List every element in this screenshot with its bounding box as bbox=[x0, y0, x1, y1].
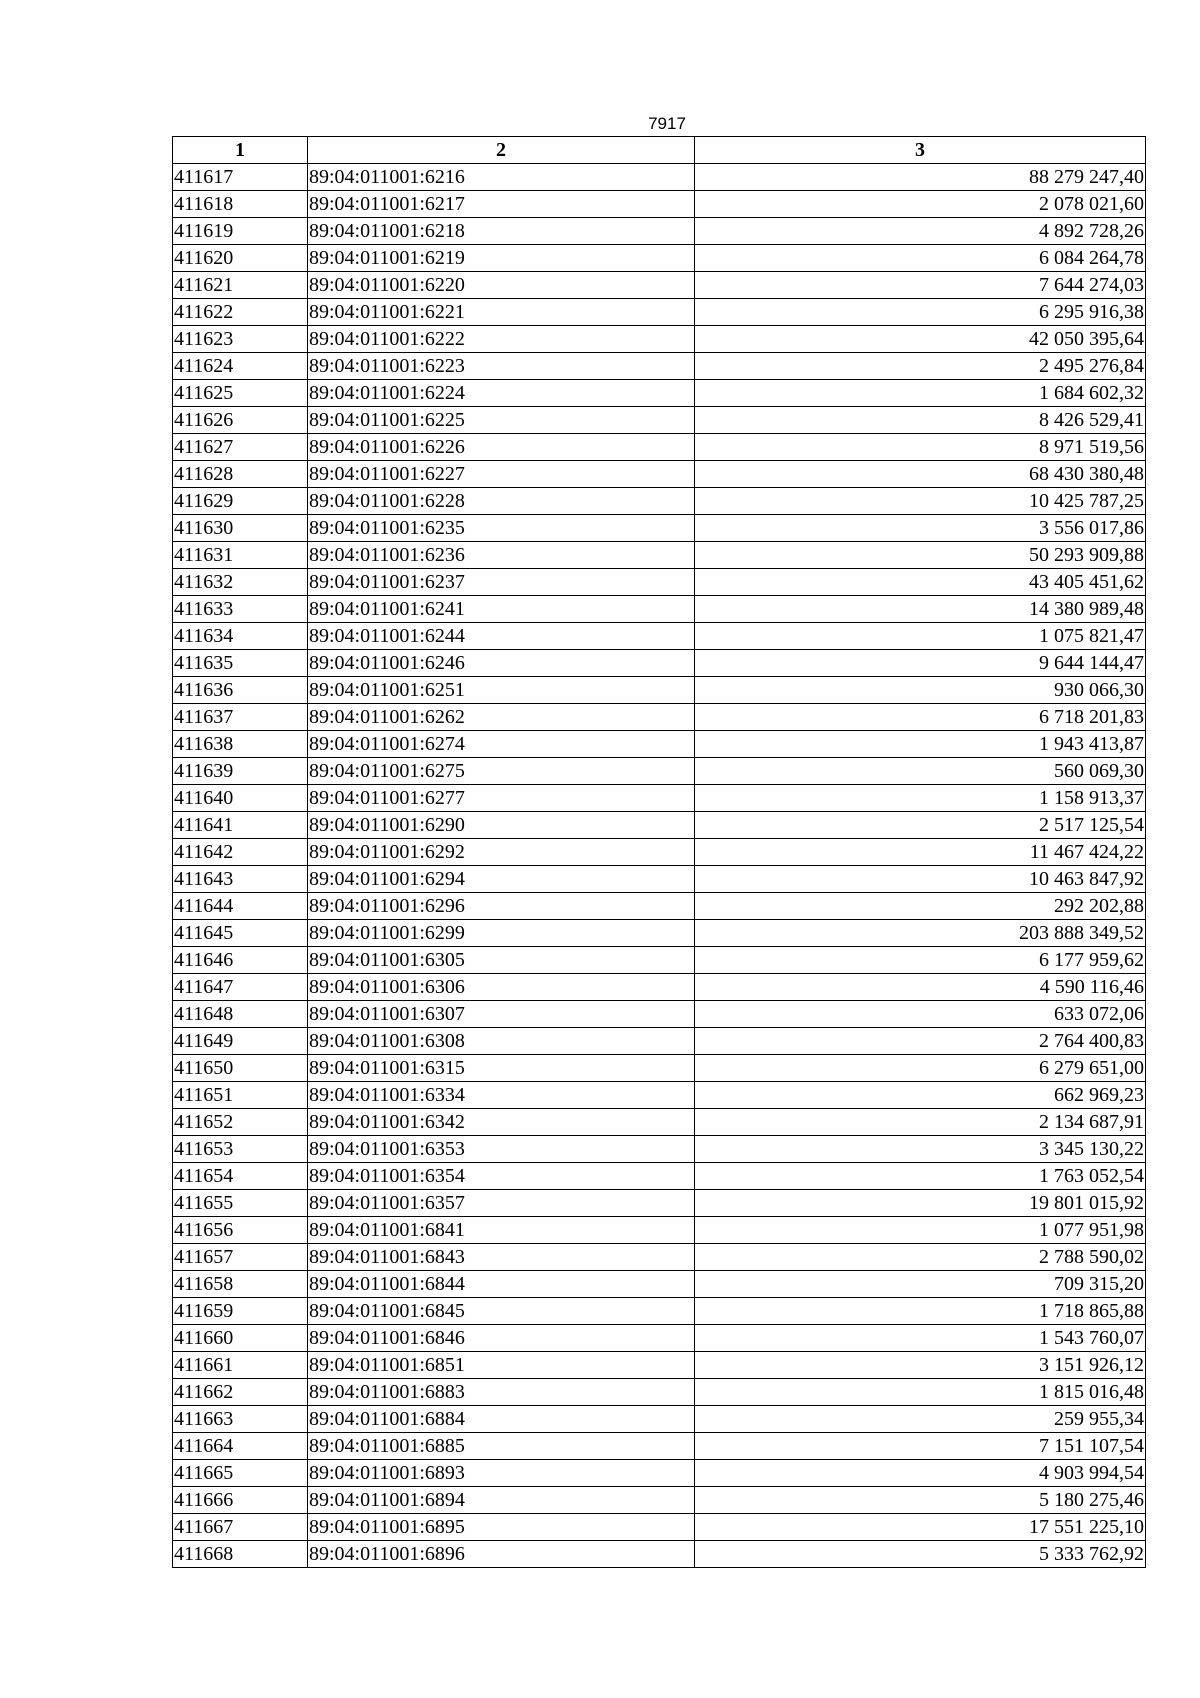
table-row bbox=[173, 1244, 1146, 1271]
cadastral-number-cell: 89:04:011001:6342 bbox=[308, 1109, 695, 1136]
cadastral-number-cell: 89:04:011001:6220 bbox=[308, 272, 695, 299]
row-number-cell: 411634 bbox=[173, 623, 308, 650]
cadastral-number-cell: 89:04:011001:6235 bbox=[308, 515, 695, 542]
value-cell: 3 345 130,22 bbox=[695, 1136, 1146, 1163]
row-number-cell: 411620 bbox=[173, 245, 308, 272]
table-row bbox=[173, 1271, 1146, 1298]
cadastral-number-cell: 89:04:011001:6222 bbox=[308, 326, 695, 353]
value-cell: 2 134 687,91 bbox=[695, 1109, 1146, 1136]
value-cell: 17 551 225,10 bbox=[695, 1514, 1146, 1541]
value-cell: 930 066,30 bbox=[695, 677, 1146, 704]
row-number-cell: 411633 bbox=[173, 596, 308, 623]
table-row bbox=[173, 1055, 1146, 1082]
value-cell: 1 077 951,98 bbox=[695, 1217, 1146, 1244]
cadastral-number-cell: 89:04:011001:6846 bbox=[308, 1325, 695, 1352]
row-number-cell: 411656 bbox=[173, 1217, 308, 1244]
value-cell: 259 955,34 bbox=[695, 1406, 1146, 1433]
value-cell: 14 380 989,48 bbox=[695, 596, 1146, 623]
cadastral-number-cell: 89:04:011001:6292 bbox=[308, 839, 695, 866]
table-row bbox=[173, 1433, 1146, 1460]
row-number-cell: 411627 bbox=[173, 434, 308, 461]
table-row bbox=[173, 677, 1146, 704]
column-header-1: 1 bbox=[173, 137, 308, 164]
row-number-cell: 411650 bbox=[173, 1055, 308, 1082]
table-row bbox=[173, 920, 1146, 947]
cadastral-number-cell: 89:04:011001:6307 bbox=[308, 1001, 695, 1028]
value-cell: 709 315,20 bbox=[695, 1271, 1146, 1298]
row-number-cell: 411654 bbox=[173, 1163, 308, 1190]
cadastral-number-cell: 89:04:011001:6334 bbox=[308, 1082, 695, 1109]
table-row bbox=[173, 1487, 1146, 1514]
value-cell: 10 463 847,92 bbox=[695, 866, 1146, 893]
cadastral-number-cell: 89:04:011001:6851 bbox=[308, 1352, 695, 1379]
row-number-cell: 411637 bbox=[173, 704, 308, 731]
row-number-cell: 411645 bbox=[173, 920, 308, 947]
cadastral-number-cell: 89:04:011001:6223 bbox=[308, 353, 695, 380]
row-number-cell: 411624 bbox=[173, 353, 308, 380]
cadastral-number-cell: 89:04:011001:6216 bbox=[308, 164, 695, 191]
table-row bbox=[173, 272, 1146, 299]
cadastral-number-cell: 89:04:011001:6227 bbox=[308, 461, 695, 488]
cadastral-number-cell: 89:04:011001:6354 bbox=[308, 1163, 695, 1190]
table-row bbox=[173, 650, 1146, 677]
row-number-cell: 411644 bbox=[173, 893, 308, 920]
row-number-cell: 411617 bbox=[173, 164, 308, 191]
value-cell: 6 084 264,78 bbox=[695, 245, 1146, 272]
registry-table bbox=[172, 136, 1146, 1568]
value-cell: 5 180 275,46 bbox=[695, 1487, 1146, 1514]
row-number-cell: 411655 bbox=[173, 1190, 308, 1217]
value-cell: 1 718 865,88 bbox=[695, 1298, 1146, 1325]
row-number-cell: 411629 bbox=[173, 488, 308, 515]
row-number-cell: 411661 bbox=[173, 1352, 308, 1379]
cadastral-number-cell: 89:04:011001:6275 bbox=[308, 758, 695, 785]
value-cell: 1 684 602,32 bbox=[695, 380, 1146, 407]
table-row bbox=[173, 1379, 1146, 1406]
cadastral-number-cell: 89:04:011001:6246 bbox=[308, 650, 695, 677]
cadastral-number-cell: 89:04:011001:6226 bbox=[308, 434, 695, 461]
table-row bbox=[173, 1298, 1146, 1325]
value-cell: 560 069,30 bbox=[695, 758, 1146, 785]
cadastral-number-cell: 89:04:011001:6251 bbox=[308, 677, 695, 704]
table-row bbox=[173, 758, 1146, 785]
value-cell: 2 495 276,84 bbox=[695, 353, 1146, 380]
table-row bbox=[173, 1028, 1146, 1055]
table-row bbox=[173, 839, 1146, 866]
cadastral-number-cell: 89:04:011001:6237 bbox=[308, 569, 695, 596]
page-number: 7917 bbox=[648, 114, 686, 133]
row-number-cell: 411653 bbox=[173, 1136, 308, 1163]
table-row bbox=[173, 542, 1146, 569]
value-cell: 3 556 017,86 bbox=[695, 515, 1146, 542]
cadastral-number-cell: 89:04:011001:6844 bbox=[308, 1271, 695, 1298]
table-row bbox=[173, 1352, 1146, 1379]
cadastral-number-cell: 89:04:011001:6294 bbox=[308, 866, 695, 893]
table-row bbox=[173, 299, 1146, 326]
value-cell: 5 333 762,92 bbox=[695, 1541, 1146, 1568]
table-row bbox=[173, 1136, 1146, 1163]
value-cell: 2 078 021,60 bbox=[695, 191, 1146, 218]
table-row bbox=[173, 1541, 1146, 1568]
table-row bbox=[173, 1190, 1146, 1217]
cadastral-number-cell: 89:04:011001:6306 bbox=[308, 974, 695, 1001]
value-cell: 1 543 760,07 bbox=[695, 1325, 1146, 1352]
row-number-cell: 411668 bbox=[173, 1541, 308, 1568]
cadastral-number-cell: 89:04:011001:6218 bbox=[308, 218, 695, 245]
value-cell: 4 903 994,54 bbox=[695, 1460, 1146, 1487]
cadastral-number-cell: 89:04:011001:6308 bbox=[308, 1028, 695, 1055]
table-row bbox=[173, 353, 1146, 380]
value-cell: 1 763 052,54 bbox=[695, 1163, 1146, 1190]
row-number-cell: 411619 bbox=[173, 218, 308, 245]
table-row bbox=[173, 1001, 1146, 1028]
table-header-row bbox=[173, 137, 1146, 164]
table-row bbox=[173, 812, 1146, 839]
value-cell: 43 405 451,62 bbox=[695, 569, 1146, 596]
value-cell: 4 892 728,26 bbox=[695, 218, 1146, 245]
table-row bbox=[173, 1514, 1146, 1541]
cadastral-number-cell: 89:04:011001:6217 bbox=[308, 191, 695, 218]
row-number-cell: 411630 bbox=[173, 515, 308, 542]
row-number-cell: 411651 bbox=[173, 1082, 308, 1109]
value-cell: 662 969,23 bbox=[695, 1082, 1146, 1109]
value-cell: 19 801 015,92 bbox=[695, 1190, 1146, 1217]
row-number-cell: 411628 bbox=[173, 461, 308, 488]
cadastral-number-cell: 89:04:011001:6883 bbox=[308, 1379, 695, 1406]
table-row bbox=[173, 1460, 1146, 1487]
cadastral-number-cell: 89:04:011001:6843 bbox=[308, 1244, 695, 1271]
value-cell: 1 075 821,47 bbox=[695, 623, 1146, 650]
row-number-cell: 411636 bbox=[173, 677, 308, 704]
cadastral-number-cell: 89:04:011001:6224 bbox=[308, 380, 695, 407]
cadastral-number-cell: 89:04:011001:6244 bbox=[308, 623, 695, 650]
value-cell: 42 050 395,64 bbox=[695, 326, 1146, 353]
row-number-cell: 411647 bbox=[173, 974, 308, 1001]
row-number-cell: 411665 bbox=[173, 1460, 308, 1487]
cadastral-number-cell: 89:04:011001:6894 bbox=[308, 1487, 695, 1514]
table-row bbox=[173, 704, 1146, 731]
cadastral-number-cell: 89:04:011001:6262 bbox=[308, 704, 695, 731]
value-cell: 8 971 519,56 bbox=[695, 434, 1146, 461]
table-row bbox=[173, 866, 1146, 893]
value-cell: 633 072,06 bbox=[695, 1001, 1146, 1028]
table-row bbox=[173, 1217, 1146, 1244]
cadastral-number-cell: 89:04:011001:6296 bbox=[308, 893, 695, 920]
cadastral-number-cell: 89:04:011001:6893 bbox=[308, 1460, 695, 1487]
value-cell: 6 177 959,62 bbox=[695, 947, 1146, 974]
cadastral-number-cell: 89:04:011001:6357 bbox=[308, 1190, 695, 1217]
value-cell: 6 718 201,83 bbox=[695, 704, 1146, 731]
table-body bbox=[173, 164, 1146, 1568]
value-cell: 2 517 125,54 bbox=[695, 812, 1146, 839]
cadastral-number-cell: 89:04:011001:6896 bbox=[308, 1541, 695, 1568]
table-row bbox=[173, 1163, 1146, 1190]
cadastral-number-cell: 89:04:011001:6221 bbox=[308, 299, 695, 326]
row-number-cell: 411643 bbox=[173, 866, 308, 893]
value-cell: 7 644 274,03 bbox=[695, 272, 1146, 299]
cadastral-number-cell: 89:04:011001:6353 bbox=[308, 1136, 695, 1163]
row-number-cell: 411642 bbox=[173, 839, 308, 866]
value-cell: 88 279 247,40 bbox=[695, 164, 1146, 191]
row-number-cell: 411632 bbox=[173, 569, 308, 596]
value-cell: 2 788 590,02 bbox=[695, 1244, 1146, 1271]
table-row bbox=[173, 947, 1146, 974]
table-row bbox=[173, 785, 1146, 812]
cadastral-number-cell: 89:04:011001:6236 bbox=[308, 542, 695, 569]
row-number-cell: 411658 bbox=[173, 1271, 308, 1298]
value-cell: 68 430 380,48 bbox=[695, 461, 1146, 488]
row-number-cell: 411625 bbox=[173, 380, 308, 407]
row-number-cell: 411657 bbox=[173, 1244, 308, 1271]
row-number-cell: 411648 bbox=[173, 1001, 308, 1028]
row-number-cell: 411638 bbox=[173, 731, 308, 758]
value-cell: 1 815 016,48 bbox=[695, 1379, 1146, 1406]
value-cell: 1 943 413,87 bbox=[695, 731, 1146, 758]
cadastral-number-cell: 89:04:011001:6305 bbox=[308, 947, 695, 974]
table-row bbox=[173, 1406, 1146, 1433]
cadastral-number-cell: 89:04:011001:6885 bbox=[308, 1433, 695, 1460]
table-row bbox=[173, 461, 1146, 488]
value-cell: 3 151 926,12 bbox=[695, 1352, 1146, 1379]
cadastral-number-cell: 89:04:011001:6241 bbox=[308, 596, 695, 623]
row-number-cell: 411662 bbox=[173, 1379, 308, 1406]
cadastral-number-cell: 89:04:011001:6228 bbox=[308, 488, 695, 515]
row-number-cell: 411652 bbox=[173, 1109, 308, 1136]
cadastral-number-cell: 89:04:011001:6277 bbox=[308, 785, 695, 812]
value-cell: 50 293 909,88 bbox=[695, 542, 1146, 569]
row-number-cell: 411639 bbox=[173, 758, 308, 785]
row-number-cell: 411641 bbox=[173, 812, 308, 839]
table-row bbox=[173, 218, 1146, 245]
table-row bbox=[173, 245, 1146, 272]
row-number-cell: 411635 bbox=[173, 650, 308, 677]
row-number-cell: 411666 bbox=[173, 1487, 308, 1514]
cadastral-number-cell: 89:04:011001:6274 bbox=[308, 731, 695, 758]
row-number-cell: 411621 bbox=[173, 272, 308, 299]
table-row bbox=[173, 326, 1146, 353]
value-cell: 10 425 787,25 bbox=[695, 488, 1146, 515]
table-row bbox=[173, 893, 1146, 920]
cadastral-number-cell: 89:04:011001:6895 bbox=[308, 1514, 695, 1541]
table-row bbox=[173, 434, 1146, 461]
row-number-cell: 411659 bbox=[173, 1298, 308, 1325]
row-number-cell: 411664 bbox=[173, 1433, 308, 1460]
column-header-3: 3 bbox=[695, 137, 1146, 164]
cadastral-number-cell: 89:04:011001:6290 bbox=[308, 812, 695, 839]
table-row bbox=[173, 164, 1146, 191]
cadastral-number-cell: 89:04:011001:6219 bbox=[308, 245, 695, 272]
value-cell: 4 590 116,46 bbox=[695, 974, 1146, 1001]
value-cell: 7 151 107,54 bbox=[695, 1433, 1146, 1460]
table-row bbox=[173, 1325, 1146, 1352]
value-cell: 9 644 144,47 bbox=[695, 650, 1146, 677]
value-cell: 11 467 424,22 bbox=[695, 839, 1146, 866]
table-row bbox=[173, 596, 1146, 623]
row-number-cell: 411626 bbox=[173, 407, 308, 434]
value-cell: 203 888 349,52 bbox=[695, 920, 1146, 947]
row-number-cell: 411640 bbox=[173, 785, 308, 812]
table-row bbox=[173, 974, 1146, 1001]
table-row bbox=[173, 623, 1146, 650]
table-row bbox=[173, 1082, 1146, 1109]
table-row bbox=[173, 488, 1146, 515]
table-row bbox=[173, 569, 1146, 596]
cadastral-number-cell: 89:04:011001:6315 bbox=[308, 1055, 695, 1082]
cadastral-number-cell: 89:04:011001:6845 bbox=[308, 1298, 695, 1325]
row-number-cell: 411646 bbox=[173, 947, 308, 974]
value-cell: 292 202,88 bbox=[695, 893, 1146, 920]
row-number-cell: 411631 bbox=[173, 542, 308, 569]
value-cell: 6 279 651,00 bbox=[695, 1055, 1146, 1082]
table-row bbox=[173, 191, 1146, 218]
row-number-cell: 411622 bbox=[173, 299, 308, 326]
value-cell: 2 764 400,83 bbox=[695, 1028, 1146, 1055]
row-number-cell: 411663 bbox=[173, 1406, 308, 1433]
cadastral-number-cell: 89:04:011001:6884 bbox=[308, 1406, 695, 1433]
row-number-cell: 411618 bbox=[173, 191, 308, 218]
row-number-cell: 411667 bbox=[173, 1514, 308, 1541]
cadastral-number-cell: 89:04:011001:6225 bbox=[308, 407, 695, 434]
row-number-cell: 411649 bbox=[173, 1028, 308, 1055]
column-header-2: 2 bbox=[308, 137, 695, 164]
cadastral-number-cell: 89:04:011001:6841 bbox=[308, 1217, 695, 1244]
table-row bbox=[173, 1109, 1146, 1136]
table-row bbox=[173, 515, 1146, 542]
value-cell: 1 158 913,37 bbox=[695, 785, 1146, 812]
value-cell: 6 295 916,38 bbox=[695, 299, 1146, 326]
cadastral-number-cell: 89:04:011001:6299 bbox=[308, 920, 695, 947]
table-row bbox=[173, 731, 1146, 758]
row-number-cell: 411660 bbox=[173, 1325, 308, 1352]
row-number-cell: 411623 bbox=[173, 326, 308, 353]
table-row bbox=[173, 407, 1146, 434]
value-cell: 8 426 529,41 bbox=[695, 407, 1146, 434]
table-row bbox=[173, 380, 1146, 407]
